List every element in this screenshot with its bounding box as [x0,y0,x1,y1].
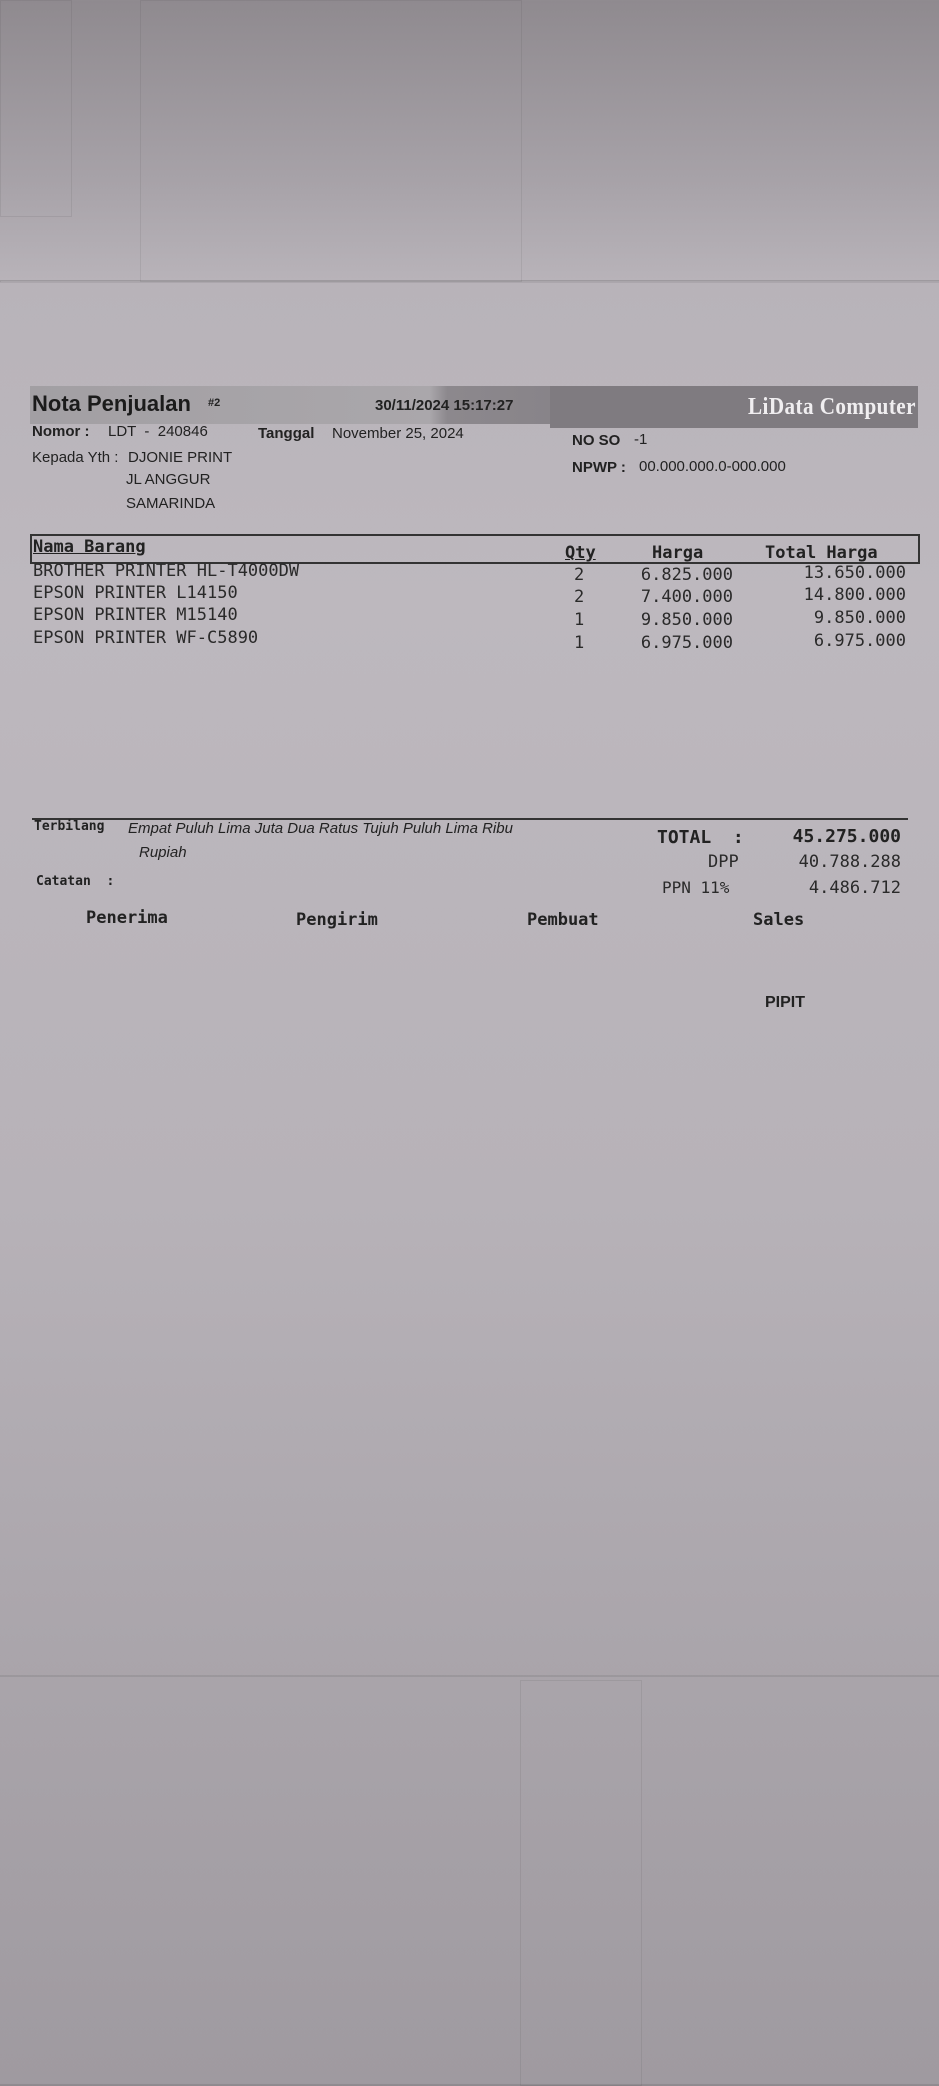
nomor-value: LDT - 240846 [108,423,208,440]
item-qty: 1 [574,633,585,653]
printed-timestamp: 30/11/2024 15:17:27 [375,397,514,414]
npwp-value: 00.000.000.0-000.000 [639,458,786,475]
tanggal-label: Tanggal [258,425,315,442]
column-header-price: Harga [652,543,704,563]
column-header-qty: Qty [565,543,596,563]
dpp-label: DPP [708,852,739,872]
column-header-name: Nama Barang [33,537,146,557]
noso-label: NO SO [572,432,621,449]
item-price: 7.400.000 [640,587,733,607]
item-total: 6.975.000 [813,631,906,651]
item-price: 9.850.000 [640,610,733,630]
noso-value: -1 [634,431,648,448]
customer-name: DJONIE PRINT [128,449,233,466]
item-name: BROTHER PRINTER HL-T4000DW [33,561,300,581]
item-total: 14.800.000 [803,585,906,605]
column-header-total: Total Harga [765,543,878,563]
npwp-label: NPWP : [572,459,626,476]
item-name: EPSON PRINTER WF-C5890 [33,628,259,648]
tanggal-value: November 25, 2024 [332,425,464,442]
terbilang-line2: Rupiah [139,844,187,861]
ppn-value: 4.486.712 [808,878,901,898]
sales-name: PIPIT [765,994,806,1011]
terbilang-label: Terbilang [34,819,105,834]
kepada-label: Kepada Yth : [32,449,119,466]
item-name: EPSON PRINTER M15140 [33,605,238,625]
company-logo: LiData Computer [748,394,916,420]
item-total: 9.850.000 [813,608,906,628]
nomor-label: Nomor : [32,423,90,440]
ppn-label: PPN 11% [662,878,730,897]
total-value: 45.275.000 [792,826,901,847]
item-price: 6.825.000 [640,565,733,585]
terbilang-line1: Empat Puluh Lima Juta Dua Ratus Tujuh Puluh Lima Ribu [128,820,513,837]
catatan-label: Catatan : [36,874,115,889]
signature-pengirim: Pengirim [296,910,378,930]
item-qty: 2 [574,587,585,607]
item-qty: 1 [574,610,585,630]
page-mark: #2 [208,397,221,409]
signature-pembuat: Pembuat [527,910,599,930]
customer-address-line1: JL ANGGUR [126,471,211,488]
item-total: 13.650.000 [803,563,906,583]
document-title: Nota Penjualan [32,391,191,416]
signature-penerima: Penerima [86,908,168,928]
signature-sales: Sales [753,910,805,930]
total-label: TOTAL : [657,827,744,848]
dpp-value: 40.788.288 [798,852,901,872]
item-price: 6.975.000 [640,633,733,653]
item-name: EPSON PRINTER L14150 [33,583,238,603]
customer-address-line2: SAMARINDA [126,495,216,512]
item-qty: 2 [574,565,585,585]
